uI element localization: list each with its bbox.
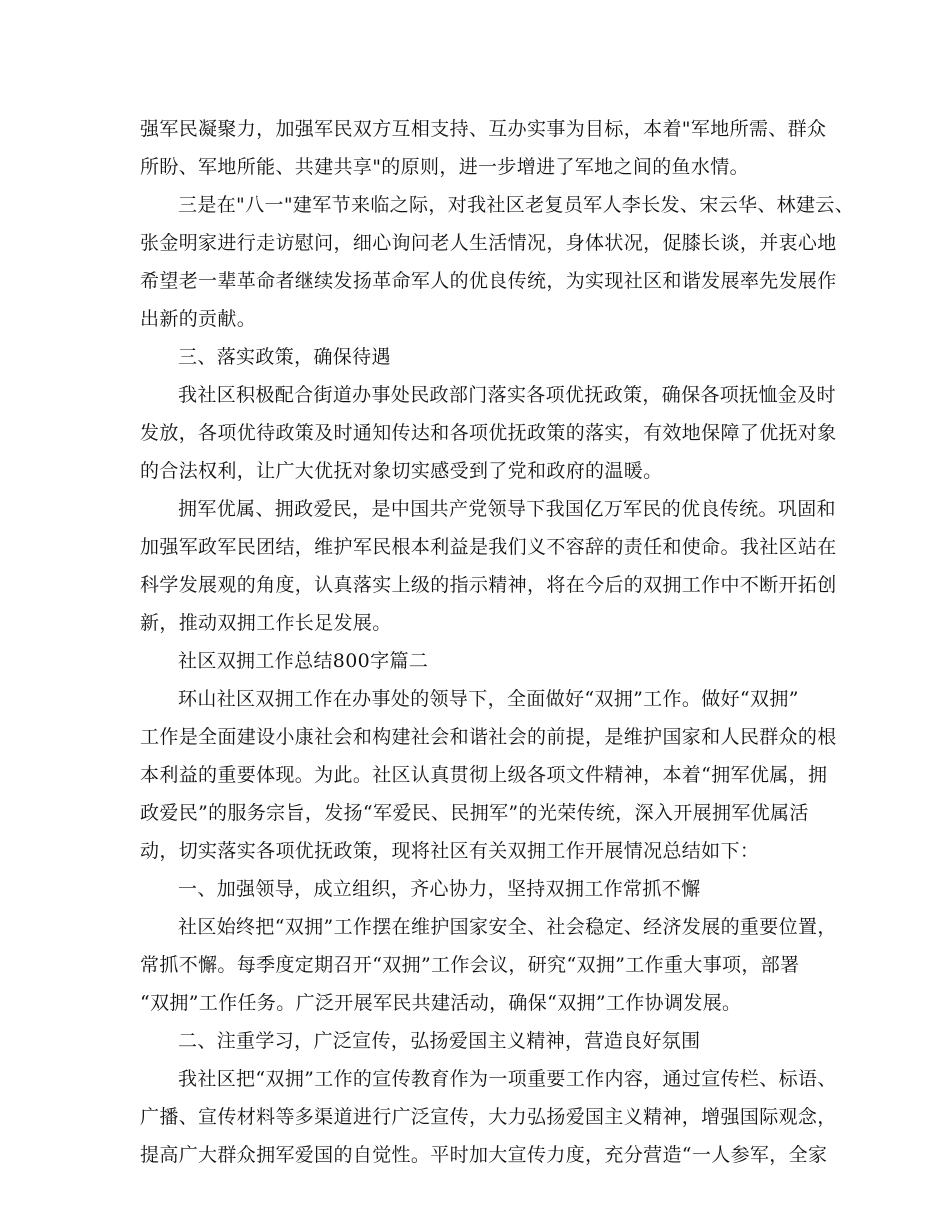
paragraph-line: 三是在"八一"建军节来临之际，对我社区老复员军人李长发、宋云华、林建云、 xyxy=(178,194,855,216)
text-line: 动，切实落实各项优抚政策，现将社区有关双拥工作开展情况总结如下： xyxy=(140,840,760,862)
section-heading: 二、注重学习，广泛宣传，弘扬爱国主义精神，营造良好氛围 xyxy=(178,1030,701,1052)
text-line: 科学发展观的角度，认真落实上级的指示精神，将在今后的双拥工作中不断开拓创 xyxy=(140,574,837,596)
paragraph-line: 环山社区双拥工作在办事处的领导下，全面做好“双拥”工作。做好“双拥” xyxy=(178,688,799,710)
text-line: 政爱民”的服务宗旨，发扬“军爱民、民拥军”的光荣传统，深入开展拥军优属活 xyxy=(140,802,809,824)
text-line: 所盼、军地所能、共建共享"的原则，进一步增进了军地之间的鱼水情。 xyxy=(140,156,749,178)
text-line: 加强军政军民团结，维护军民根本利益是我们义不容辞的责任和使命。我社区站在 xyxy=(140,536,837,558)
text-line: 张金明家进行走访慰问，细心询问老人生活情况，身体状况，促膝长谈，并衷心地 xyxy=(140,232,837,254)
paragraph-line: 社区始终把“双拥”工作摆在维护国家安全、社会稳定、经济发展的重要位置， xyxy=(178,916,837,938)
text-line: 发放，各项优待政策及时通知传达和各项优抚政策的落实，有效地保障了优抚对象 xyxy=(140,422,837,444)
paragraph-line: 我社区积极配合街道办事处民政部门落实各项优抚政策，确保各项抚恤金及时 xyxy=(178,384,836,406)
text-line: 提高广大群众拥军爱国的自觉性。平时加大宣传力度，充分营造“一人参军，全家 xyxy=(140,1144,828,1166)
text-line: “双拥”工作任务。广泛开展军民共建活动，确保“双拥”工作协调发展。 xyxy=(140,992,742,1014)
text-line: 工作是全面建设小康社会和构建社会和谐社会的前提，是维护国家和人民群众的根 xyxy=(140,726,837,748)
text-line: 本利益的重要体现。为此。社区认真贯彻上级各项文件精神，本着“拥军优属，拥 xyxy=(140,764,828,786)
text-line: 希望老一辈革命者继续发扬革命军人的优良传统，为实现社区和谐发展率先发展作 xyxy=(140,270,837,292)
text-line: 的合法权利，让广大优抚对象切实感受到了党和政府的温暖。 xyxy=(140,460,663,482)
paragraph-line: 我社区把“双拥”工作的宣传教育作为一项重要工作内容，通过宣传栏、标语、 xyxy=(178,1068,837,1090)
text-line: 新，推动双拥工作长足发展。 xyxy=(140,612,392,634)
section-title: 社区双拥工作总结800字篇二 xyxy=(178,650,429,672)
paragraph-line: 拥军优属、拥政爱民，是中国共产党领导下我国亿万军民的优良传统。巩固和 xyxy=(178,498,836,520)
text-line: 强军民凝聚力，加强军民双方互相支持、互办实事为目标，本着"军地所需、群众 xyxy=(140,118,827,140)
text-line: 常抓不懈。每季度定期召开“双拥”工作会议，研究“双拥”工作重大事项，部署 xyxy=(140,954,800,976)
text-line: 广播、宣传材料等多渠道进行广泛宣传，大力弘扬爱国主义精神，增强国际观念， xyxy=(140,1106,837,1128)
text-line: 出新的贡献。 xyxy=(140,308,257,330)
section-heading: 一、加强领导，成立组织，齐心协力，坚持双拥工作常抓不懈 xyxy=(178,878,701,900)
section-heading: 三、落实政策，确保待遇 xyxy=(178,346,391,368)
